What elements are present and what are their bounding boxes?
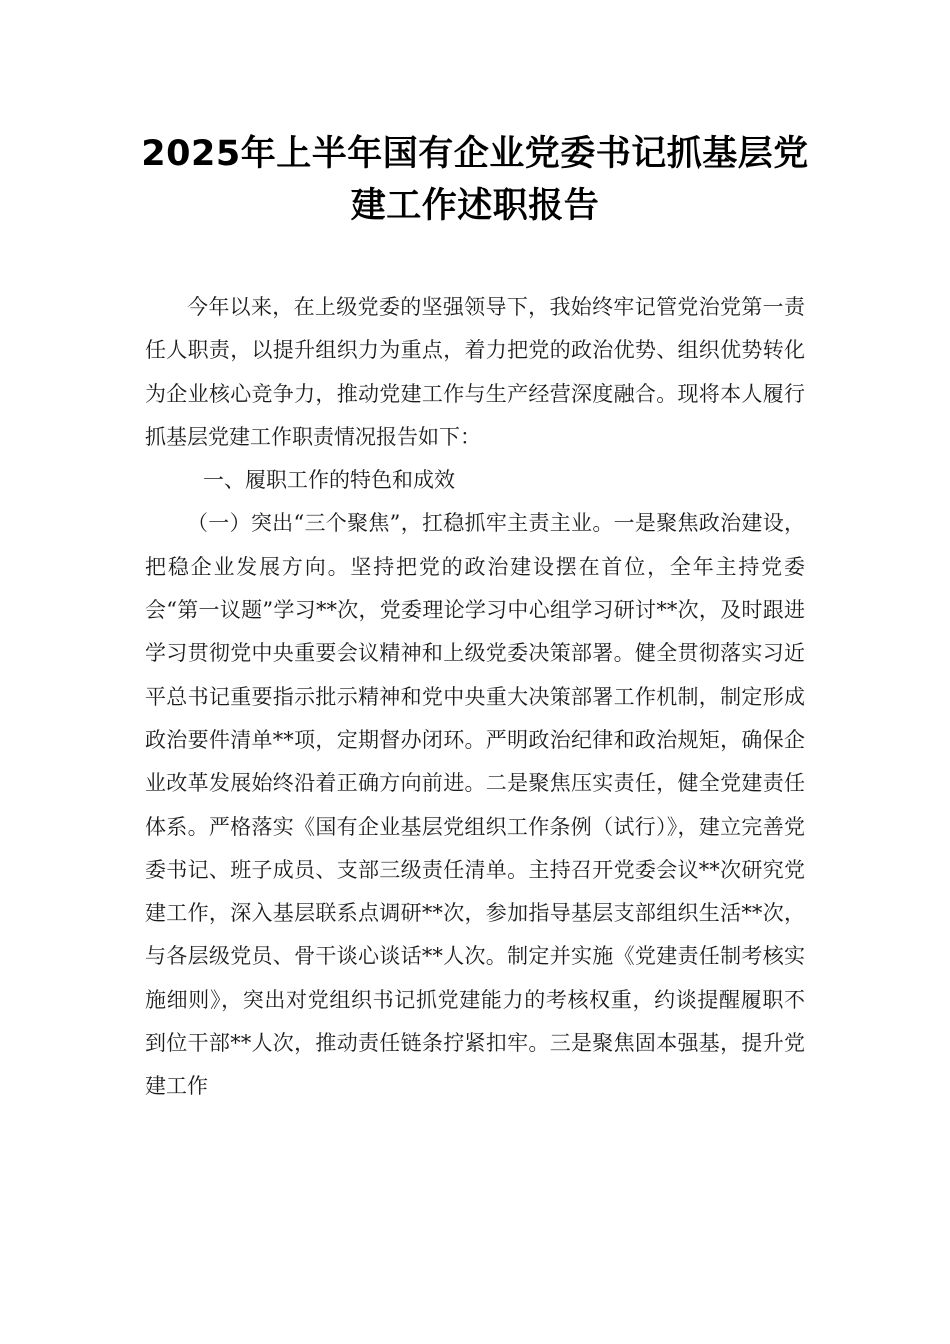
title-line-1: 2025年上半年国有企业党委书记抓基层党 [141,134,809,174]
document-title [120,128,830,232]
document-body [145,286,805,1109]
intro-paragraph: 今年以来，在上级党委的坚强领导下，我始终牢记管党治党第一责任人职责，以提升组织力为重点，着力把党的政治优势、组织优势转化为企业核心竞争力，推动党建工作与生产经营深度融合。现将本人履行抓基层党建工作职责情况报告如下： [145,295,805,449]
title-line-2: 建工作述职报告 [350,186,600,226]
section-heading-1: 一、履职工作的特色和成效 [203,468,455,493]
section-1-item-1-paragraph: （一）突出“三个聚焦”，扛稳抓牢主责主业。一是聚焦政治建设，把稳企业发展方向。坚持把党的政治建设摆在首位，全年主持党委会“第一议题”学习**次，党委理论学习中心组学习研讨**次，及时跟进学习贯彻党中央重要会议精神和上级党委决策部署。健全贯彻落实习近平总书记重要指示批示精神和党中央重大决策部署工作机制，制定形成政治要件清单**项，定期督办闭环。严明政治纪律和政治规矩，确保企业改革发展始终沿着正确方向前进。二是聚焦压实责任，健全党建责任体系。严格落实《国有企业基层党组织工作条例（试行）》，建立完善党委书记、班子成员、支部三级责任清单。主持召开党委会议**次研究党建工作，深入基层联系点调研**次，参加指导基层支部组织生活**次，与各层级党员、骨干谈心谈话**人次。制定并实施《党建责任制考核实施细则》，突出对党组织书记抓党建能力的考核权重，约谈提醒履职不到位干部**人次，推动责任链条拧紧扣牢。三是聚焦固本强基，提升党建工作 [145,511,805,1099]
